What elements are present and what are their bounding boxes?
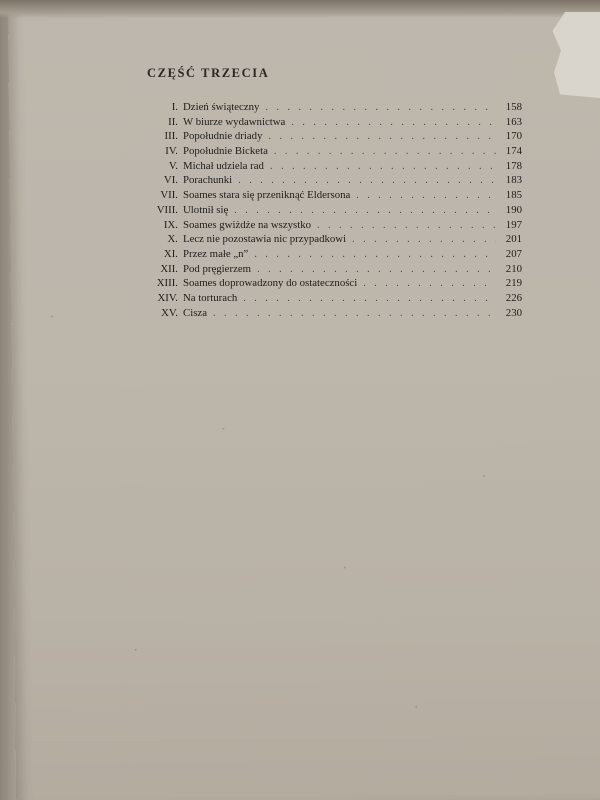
toc-entry [142,159,522,174]
dot-leader [251,263,496,278]
chapter-number: X. [167,233,178,246]
chapter-title: Popołudnie driady [183,130,263,143]
page-number: 230 [505,306,522,319]
chapter-number: XIII. [156,277,178,290]
chapter-title: Popołudnie Bicketa [183,145,268,158]
page-number: 178 [505,159,522,172]
chapter-number: III. [164,130,178,143]
chapter-title: Porachunki [183,174,233,187]
dot-leader [311,219,496,234]
table-of-contents [142,66,522,320]
page-top-edge [0,0,600,18]
chapter-title: Lecz nie pozostawia nic przypadkowi [183,233,347,246]
dot-leader [357,277,496,292]
chapter-number: XI. [163,247,178,260]
paper-speck [51,316,53,318]
chapter-number: IV. [165,145,178,158]
toc-entry [142,173,522,188]
toc-entry [142,306,522,321]
paper-speck [135,649,137,651]
chapter-title: Dzień świąteczny [183,101,260,113]
chapter-number: XII. [160,262,178,275]
chapter-title: Przez małe „n” [183,247,249,260]
dot-leader [346,233,496,248]
dot-leader [264,160,496,175]
dot-leader [285,116,496,131]
page-number: 183 [505,174,522,187]
chapter-number: II. [168,115,178,128]
chapter-title: Soames doprowadzony do ostateczności [183,277,358,290]
dot-leader [232,174,496,189]
chapter-number: V. [168,159,178,172]
chapter-number: XV. [161,306,178,319]
chapter-number: VIII. [156,203,178,216]
chapter-title: Cisza [183,306,207,319]
paper-speck [483,475,485,477]
toc-entry [142,247,522,262]
dot-leader [262,130,496,145]
chapter-title: Na torturach [183,291,238,304]
page-number: 163 [505,115,522,128]
page-number: 185 [505,189,522,202]
chapter-number: IX. [163,218,178,231]
dot-leader [228,204,496,219]
toc-entry [142,218,522,233]
dot-leader [237,292,496,307]
toc-entry [142,262,522,277]
chapter-title: Michał udziela rad [183,159,264,172]
page-number: 170 [505,130,522,143]
page-number: 210 [505,262,522,275]
toc-entry [142,188,522,203]
chapter-number: XIV. [157,291,178,304]
toc-entry [142,291,522,306]
page-number: 158 [505,101,522,113]
dot-leader [248,248,496,263]
page-number: 174 [505,145,522,158]
toc-entry [142,115,522,130]
chapter-title: Pod pręgierzem [183,262,252,275]
paper-speck [344,566,346,568]
toc-entry [142,276,522,291]
chapter-number: VI. [163,174,178,187]
page-number: 207 [505,247,522,260]
chapter-title: Soames gwiżdże na wszystko [183,218,312,231]
chapter-number: VII. [160,189,178,202]
page-number: 190 [505,203,522,216]
page-number: 219 [505,277,522,290]
toc-entry [142,203,522,218]
page-number: 201 [505,233,522,246]
chapter-title: Ulotnił się [183,203,229,216]
section-title: CZĘŚĆ TRZECIA [147,66,270,80]
dot-leader [207,307,496,322]
page-number: 197 [505,218,522,231]
paper-speck [415,706,417,708]
paper-speck [222,428,224,430]
toc-entry [142,129,522,144]
dot-leader [350,189,496,204]
chapter-title: Soames stara się przeniknąć Eldersona [183,189,351,202]
toc-entry [142,144,522,159]
chapter-number: I. [171,101,178,113]
chapter-title: W biurze wydawnictwa [183,115,286,128]
toc-list [142,100,522,320]
page-number: 226 [505,291,522,304]
toc-entry [142,100,522,115]
dot-leader [268,145,496,160]
toc-entry [142,232,522,247]
dot-leader [259,101,496,116]
